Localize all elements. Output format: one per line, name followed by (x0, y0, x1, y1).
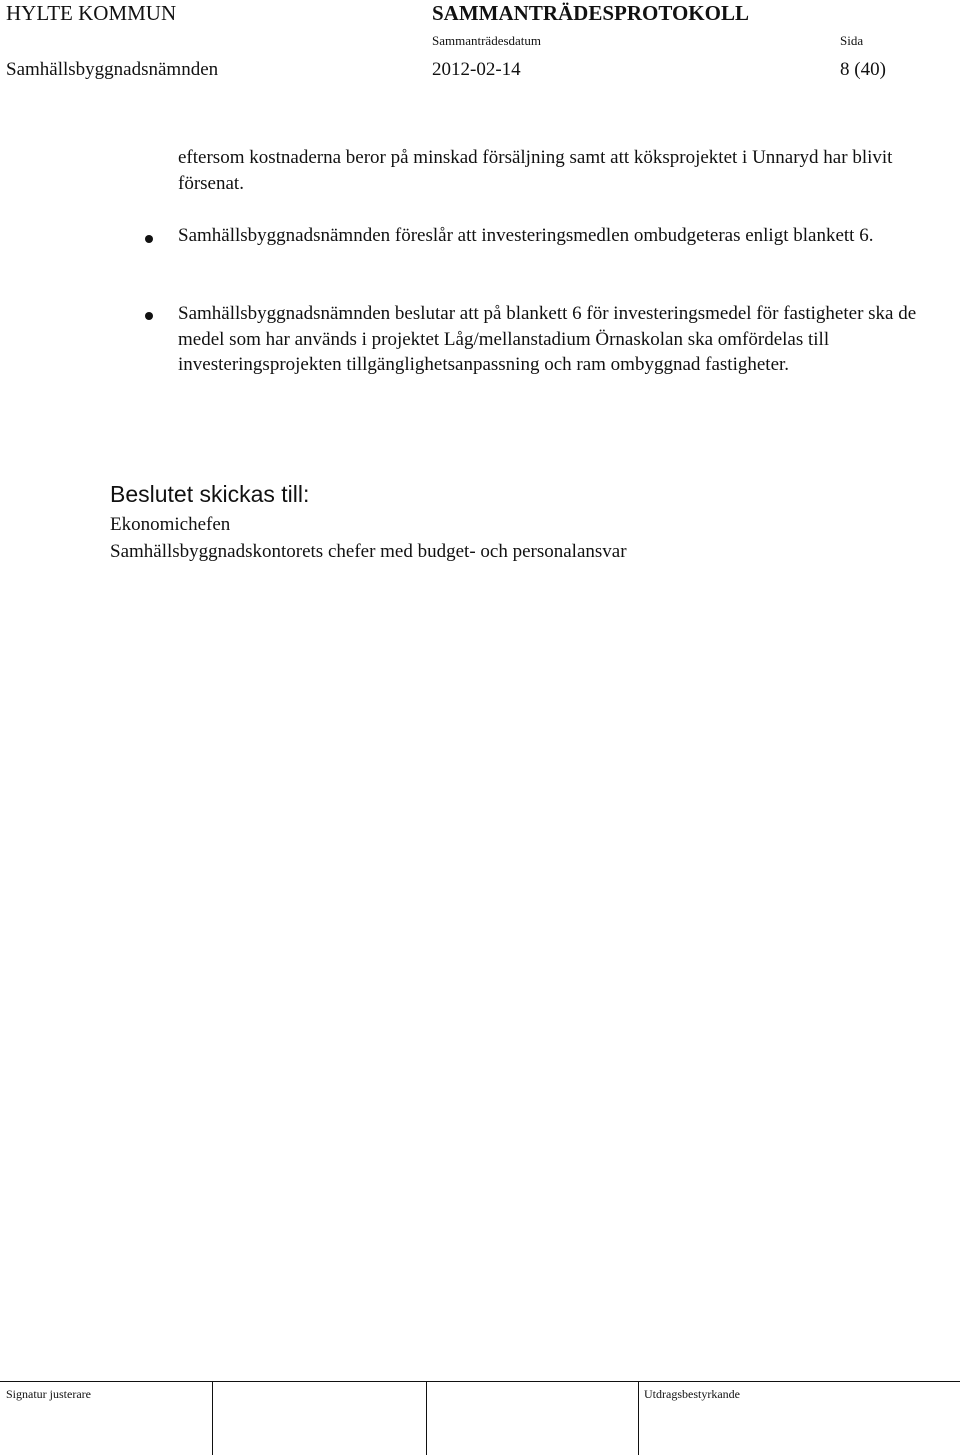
paragraph-continuation: eftersom kostnaderna beror på minskad försäljning samt att köksprojektet i Unnaryd har blivit försenat. (178, 147, 893, 194)
bullet-icon (145, 235, 153, 243)
bullet-icon (145, 312, 153, 320)
meeting-date: 2012-02-14 (432, 59, 521, 80)
signature-footer (0, 1381, 960, 1455)
recipient-item: Ekonomichefen (110, 514, 231, 535)
bullet-item-proposal: Samhällsbyggnadsnämnden föreslår att investeringsmedlen ombudgeteras enligt blankett 6. (178, 225, 874, 246)
footer-divider (638, 1382, 639, 1455)
recipient-item: Samhällsbyggnadskontorets chefer med budget- och personalansvar (110, 541, 627, 562)
page-label: Sida (840, 33, 864, 48)
document-title: SAMMANTRÄDESPROTOKOLL (432, 1, 749, 25)
meeting-date-label: Sammanträdesdatum (432, 33, 542, 48)
recipients-heading: Beslutet skickas till: (110, 481, 310, 507)
signature-label: Signatur justerare (6, 1387, 91, 1401)
page-number: 8 (40) (840, 59, 886, 80)
footer-divider (426, 1382, 427, 1455)
extract-certification-label: Utdragsbestyrkande (644, 1387, 740, 1401)
organization-name: HYLTE KOMMUN (6, 1, 177, 25)
committee-name: Samhällsbyggnadsnämnden (6, 59, 219, 80)
footer-divider (212, 1382, 213, 1455)
bullet-item-decision: Samhällsbyggnadsnämnden beslutar att på blankett 6 för investeringsmedel för fastigheter ska de medel som har används i projektet Låg/mellanstadium Örnaskolan ska omfördelas till investeringsprojekten tillgänglighetsanpassning och ram ombyggnad fastigheter. (178, 303, 917, 375)
